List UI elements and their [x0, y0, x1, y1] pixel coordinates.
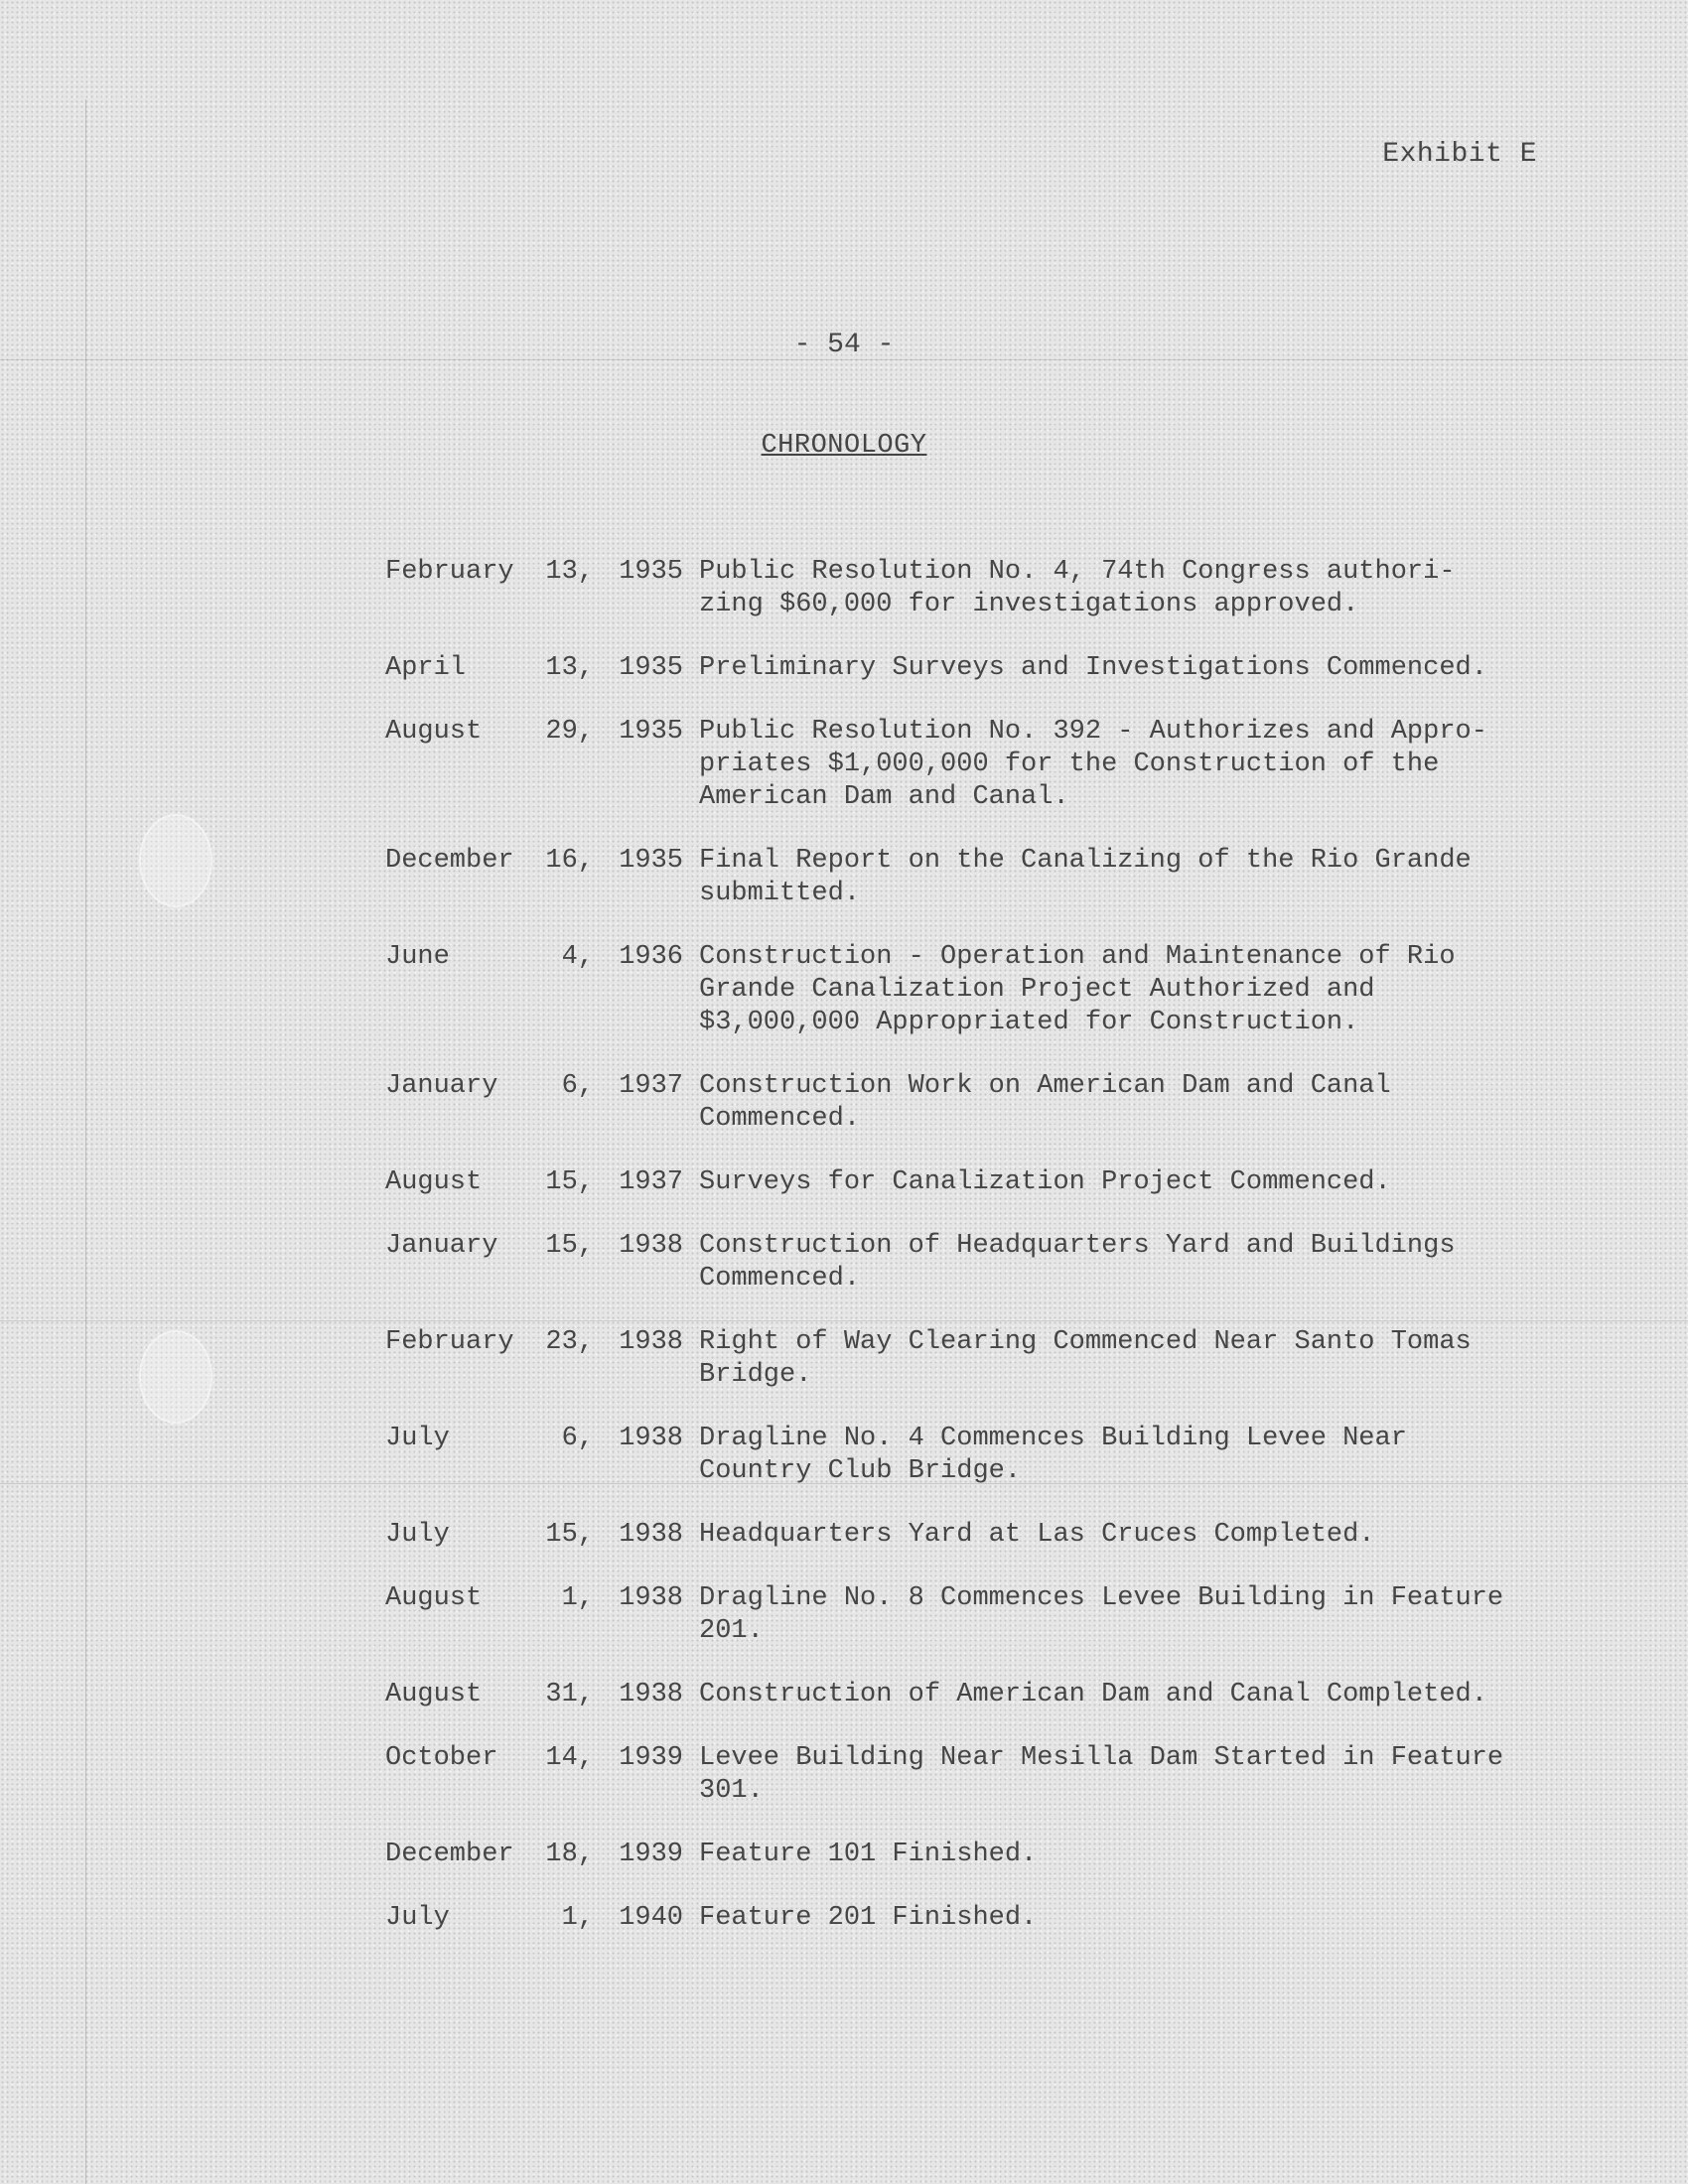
exhibit-label: Exhibit E	[1382, 139, 1537, 170]
entry-date	[385, 652, 695, 685]
entry-date	[385, 716, 695, 814]
entry-event: Feature 101 Finished.	[699, 1840, 1038, 1869]
entry-day: 13,	[545, 557, 594, 587]
entry-event: Preliminary Surveys and Investigations Commenced.	[699, 653, 1487, 683]
chronology-entry	[385, 1519, 1527, 1552]
chronology-entry	[385, 1582, 1527, 1648]
entry-day: 31,	[545, 1680, 594, 1709]
entry-year: 1938	[619, 1327, 683, 1357]
entry-event: Construction - Operation and Maintenance of Rio Grande Canalization Project Authorized and $3,000,000 Appropriated for Construction.	[699, 942, 1456, 1037]
entry-year: 1937	[619, 1071, 683, 1101]
chronology-entry	[385, 1679, 1527, 1711]
entry-year: 1935	[619, 557, 683, 587]
entry-month: April	[385, 653, 467, 683]
entry-year: 1937	[619, 1167, 683, 1197]
entry-date	[385, 941, 695, 1039]
entry-year: 1940	[619, 1903, 683, 1933]
entry-year: 1939	[619, 1743, 683, 1773]
left-margin-rule	[85, 99, 86, 2184]
chronology-entry	[385, 1230, 1527, 1296]
entry-month: August	[385, 1167, 483, 1197]
entry-year: 1938	[619, 1680, 683, 1709]
chronology-entry	[385, 1742, 1527, 1808]
entry-event: Final Report on the Canalizing of the Rio Grande submitted.	[699, 846, 1472, 908]
entry-day: 16,	[545, 846, 594, 876]
chronology-entry	[385, 1070, 1527, 1136]
chronology-entry	[385, 1839, 1527, 1871]
punch-hole	[139, 1330, 212, 1424]
entry-day: 29,	[545, 717, 594, 747]
entry-event: Dragline No. 4 Commences Building Levee Near Country Club Bridge.	[699, 1424, 1407, 1486]
entry-year: 1935	[619, 846, 683, 876]
entry-year: 1935	[619, 653, 683, 683]
entry-event: Construction Work on American Dam and Canal Commenced.	[699, 1071, 1391, 1134]
chronology-entry	[385, 716, 1527, 814]
entry-year: 1936	[619, 942, 683, 972]
entry-month: August	[385, 1680, 483, 1709]
entry-day: 18,	[545, 1840, 594, 1869]
entry-date	[385, 1230, 695, 1296]
entry-date	[385, 1326, 695, 1392]
entry-day: 15,	[545, 1231, 594, 1261]
page-number: - 54 -	[793, 330, 895, 360]
entry-date	[385, 556, 695, 621]
entry-month: October	[385, 1743, 498, 1773]
entry-date	[385, 1423, 695, 1488]
entry-event: Feature 201 Finished.	[699, 1903, 1038, 1933]
entry-year: 1935	[619, 717, 683, 747]
entry-event: Public Resolution No. 4, 74th Congress authori- zing $60,000 for investigations approved.	[699, 557, 1456, 619]
chronology-entry	[385, 941, 1527, 1039]
chronology-entry	[385, 1166, 1527, 1199]
entry-month: December	[385, 1840, 514, 1869]
entry-day: 15,	[545, 1520, 594, 1550]
entry-month: February	[385, 557, 514, 587]
chronology-entry	[385, 556, 1527, 621]
entry-month: December	[385, 846, 514, 876]
entry-month: August	[385, 1583, 483, 1613]
entry-day: 13,	[545, 653, 594, 683]
entry-month: July	[385, 1520, 450, 1550]
entry-event: Public Resolution No. 392 - Authorizes and Appro- priates $1,000,000 for the Construction of the American Dam and Canal.	[699, 717, 1487, 812]
entry-day: 1,	[561, 1583, 594, 1613]
entry-event: Levee Building Near Mesilla Dam Started in Feature 301.	[699, 1743, 1504, 1806]
entry-event: Dragline No. 8 Commences Levee Building in Feature 201.	[699, 1583, 1504, 1646]
entry-year: 1938	[619, 1231, 683, 1261]
entry-event: Right of Way Clearing Commenced Near Santo Tomas Bridge.	[699, 1327, 1472, 1390]
chronology-entry	[385, 1902, 1527, 1935]
entry-date	[385, 1839, 695, 1871]
entry-year: 1938	[619, 1424, 683, 1453]
chronology-entry	[385, 652, 1527, 685]
punch-hole	[139, 814, 212, 907]
entry-month: February	[385, 1327, 514, 1357]
entry-date	[385, 1742, 695, 1808]
entry-year: 1938	[619, 1583, 683, 1613]
page-title: CHRONOLOGY	[761, 431, 927, 461]
entry-day: 23,	[545, 1327, 594, 1357]
entry-month: January	[385, 1071, 498, 1101]
entry-month: July	[385, 1424, 450, 1453]
chronology-entry	[385, 1423, 1527, 1488]
entry-day: 15,	[545, 1167, 594, 1197]
entry-event: Surveys for Canalization Project Commenced.	[699, 1167, 1391, 1197]
entry-date	[385, 1070, 695, 1136]
chronology-entry	[385, 845, 1527, 910]
entry-event: Construction of American Dam and Canal Completed.	[699, 1680, 1487, 1709]
entry-year: 1939	[619, 1840, 683, 1869]
chronology-entry	[385, 1326, 1527, 1392]
entry-date	[385, 1902, 695, 1935]
entry-month: July	[385, 1903, 450, 1933]
entry-month: August	[385, 717, 483, 747]
entry-date	[385, 845, 695, 910]
entry-date	[385, 1166, 695, 1199]
entry-date	[385, 1519, 695, 1552]
entry-date	[385, 1582, 695, 1648]
entry-date	[385, 1679, 695, 1711]
entry-day: 1,	[561, 1903, 594, 1933]
entry-month: January	[385, 1231, 498, 1261]
entry-day: 14,	[545, 1743, 594, 1773]
entry-day: 6,	[561, 1071, 594, 1101]
entry-month: June	[385, 942, 450, 972]
chronology-list	[385, 556, 1527, 1966]
entry-event: Construction of Headquarters Yard and Buildings Commenced.	[699, 1231, 1456, 1294]
entry-year: 1938	[619, 1520, 683, 1550]
entry-day: 4,	[561, 942, 594, 972]
entry-event: Headquarters Yard at Las Cruces Completed.	[699, 1520, 1375, 1550]
entry-day: 6,	[561, 1424, 594, 1453]
